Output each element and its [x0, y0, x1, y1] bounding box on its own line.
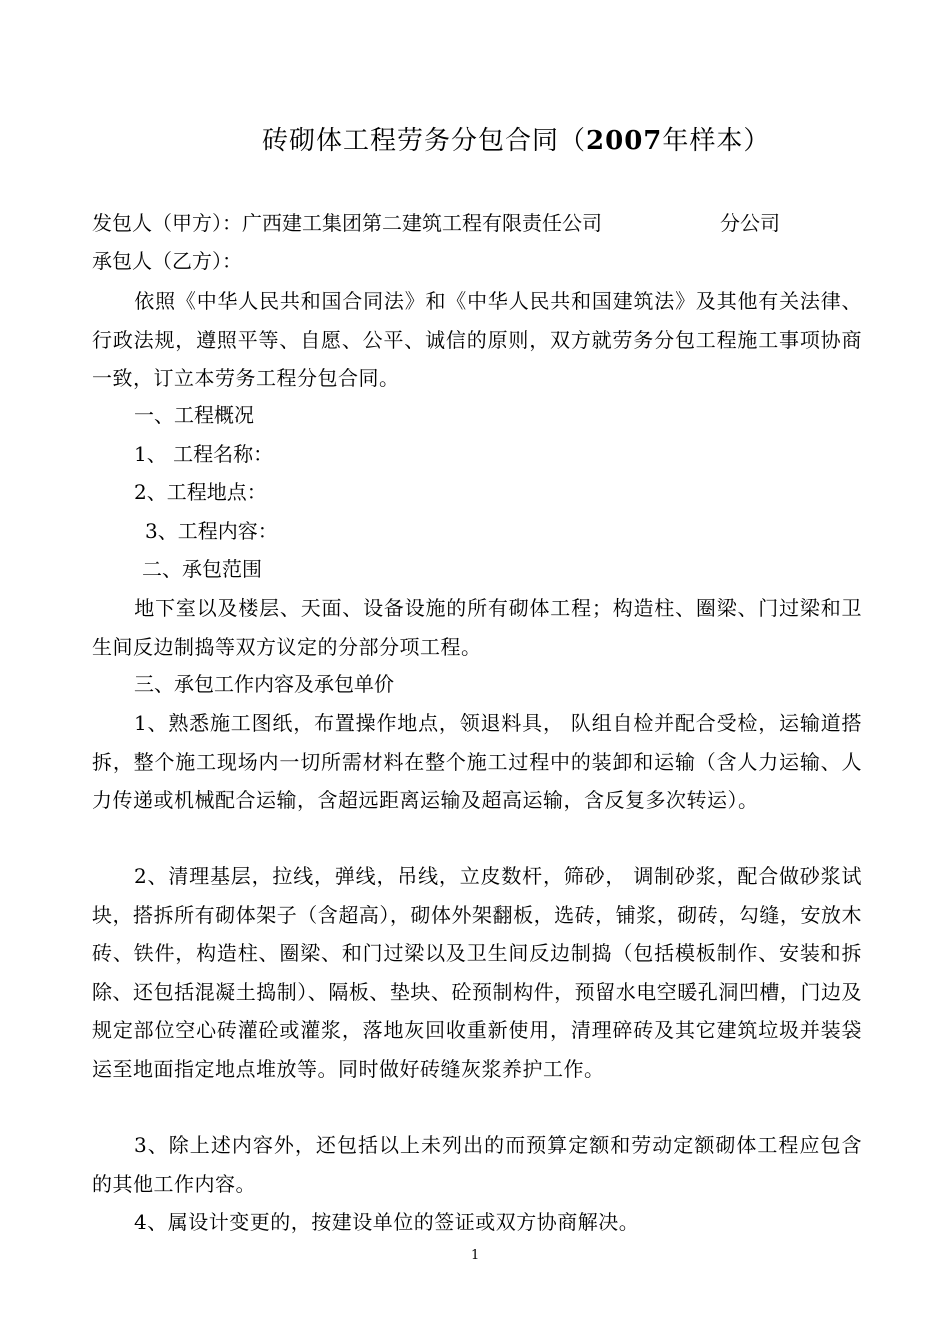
section1-item1: 1、 工程名称：	[134, 442, 274, 466]
section2-paragraph	[92, 589, 862, 666]
intro-text: 依照《中华人民共和国合同法》和《中华人民共和国建筑法》及其他有关法律、行政法规，遵照平等、自愿、公平、诚信的原则，双方就劳务分包工程施工事项协商一致，订立本劳务工程分包合同。	[92, 289, 862, 390]
section1-item2: 2、工程地点：	[134, 480, 267, 504]
title-suffix: 年样本）	[662, 126, 771, 156]
section3-p4: 4、属设计变更的，按建设单位的签证或双方协商解决。	[134, 1210, 640, 1234]
section3-paragraph-2	[92, 857, 862, 1088]
section3-heading: 三、承包工作内容及承包单价	[134, 672, 394, 696]
title-prefix: 砖砌体工程劳务分包合同（	[262, 126, 587, 156]
section1-item3: 3、工程内容：	[145, 519, 278, 543]
party-b-line: 承包人（乙方）：	[92, 249, 242, 273]
section3-paragraph-4	[92, 1203, 862, 1242]
section2-heading: 二、承包范围	[142, 557, 262, 581]
section3-p1: 1、熟悉施工图纸，布置操作地点，领退料具， 队组自检并配合受检，运输道搭拆，整个施工现场内一切所需材料在整个施工过程中的装卸和运输（含人力运输、人力传递或机械配合运输，含超远距离运输及超高运输，含反复多次转运）。	[92, 711, 862, 812]
section2-body: 地下室以及楼层、天面、设备设施的所有砌体工程；构造柱、圈梁、门过梁和卫生间反边制捣等双方议定的分部分项工程。	[92, 596, 862, 659]
intro-paragraph	[92, 282, 862, 398]
section3-paragraph-1	[92, 704, 862, 820]
section3-paragraph-3	[92, 1126, 862, 1203]
section1-heading: 一、工程概况	[134, 403, 254, 427]
section3-p2: 2、清理基层，拉线，弹线，吊线，立皮数杆，筛砂， 调制砂浆，配合做砂浆试块，搭拆所有砌体架子（含超高），砌体外架翻板，选砖，铺浆，砌砖，勾缝，安放木砖、铁件，构造柱、圈梁、和门过梁以及卫生间反边制捣（包括模板制作、安装和拆除、还包括混凝土捣制）、隔板、垫块、砼预制构件，预留水电空暖孔洞凹槽，门边及规定部位空心砖灌砼或灌浆，落地灰回收重新使用，清理碎砖及其它建筑垃圾并装袋运至地面指定地点堆放等。同时做好砖缝灰浆养护工作。	[92, 864, 862, 1081]
page-number: 1	[471, 1248, 480, 1263]
section3-p3: 3、除上述内容外，还包括以上未列出的而预算定额和劳动定额砌体工程应包含的其他工作内容。	[92, 1133, 862, 1196]
party-a-line: 发包人（甲方）：广西建工集团第二建筑工程有限责任公司	[92, 211, 602, 235]
party-a-branch: 分公司	[720, 211, 780, 235]
title-year: 2007	[586, 126, 663, 156]
page-title	[262, 120, 770, 157]
